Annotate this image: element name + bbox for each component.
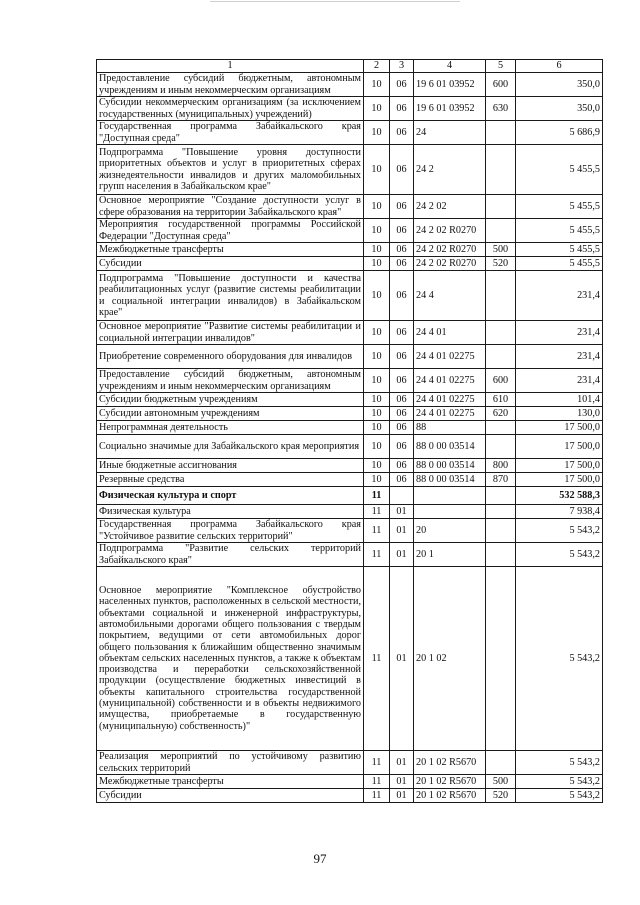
row-col-6-cell: 231,4 (516, 321, 603, 345)
row-name-cell: Реализация мероприятий по устойчивому развитию сельских территорий (97, 751, 364, 775)
row-col-6-cell: 231,4 (516, 271, 603, 321)
row-col-6-cell: 5 686,9 (516, 121, 603, 145)
row-name-cell: Государственная программа Забайкальского края "Доступная среда" (97, 121, 364, 145)
row-col-4-cell: 88 (414, 421, 486, 435)
row-col-3-cell: 01 (390, 505, 414, 519)
row-col-4-cell: 24 4 01 02275 (414, 393, 486, 407)
row-name-cell: Непрограммная деятельность (97, 421, 364, 435)
row-name-cell: Мероприятия государственной программы Российской Федерации "Доступная среда" (97, 219, 364, 243)
row-name-cell: Резервные средства (97, 473, 364, 487)
row-col-3-cell: 06 (390, 121, 414, 145)
row-col-6-cell: 17 500,0 (516, 459, 603, 473)
row-name-cell: Приобретение современного оборудования для инвалидов (97, 345, 364, 369)
row-col-6-cell: 17 500,0 (516, 421, 603, 435)
row-col-2-cell: 11 (364, 487, 390, 505)
page-number: 97 (313, 851, 327, 866)
row-col-4-cell: 24 2 02 R0270 (414, 219, 486, 243)
row-col-5-cell (486, 421, 516, 435)
row-col-2-cell: 10 (364, 321, 390, 345)
row-col-3-cell: 06 (390, 97, 414, 121)
scan-edge-line (210, 1, 460, 2)
row-col-3-cell: 06 (390, 243, 414, 257)
row-col-6-cell: 231,4 (516, 369, 603, 393)
row-col-2-cell: 10 (364, 369, 390, 393)
table-row (97, 435, 603, 459)
row-col-4-cell: 20 1 (414, 543, 486, 567)
row-col-6-cell: 5 455,5 (516, 145, 603, 195)
header-col-3: 3 (390, 60, 414, 73)
table-row (97, 459, 603, 473)
row-col-3-cell: 01 (390, 567, 414, 751)
row-col-2-cell: 11 (364, 505, 390, 519)
row-col-5-cell (486, 543, 516, 567)
row-col-3-cell: 06 (390, 459, 414, 473)
row-col-5-cell: 870 (486, 473, 516, 487)
row-name-cell: Предоставление субсидий бюджетным, автономным учреждениям и иным некоммерческим организациям (97, 369, 364, 393)
row-col-2-cell: 10 (364, 271, 390, 321)
row-col-5-cell (486, 121, 516, 145)
table-row (97, 243, 603, 257)
row-col-6-cell: 101,4 (516, 393, 603, 407)
row-col-5-cell (486, 751, 516, 775)
row-col-4-cell: 20 1 02 (414, 567, 486, 751)
row-col-2-cell: 10 (364, 473, 390, 487)
row-col-6-cell: 231,4 (516, 345, 603, 369)
row-col-2-cell: 11 (364, 519, 390, 543)
table-row (97, 73, 603, 97)
row-col-3-cell: 06 (390, 369, 414, 393)
table-row (97, 321, 603, 345)
row-col-3-cell: 06 (390, 257, 414, 271)
row-col-2-cell: 10 (364, 73, 390, 97)
row-col-6-cell: 7 938,4 (516, 505, 603, 519)
row-col-4-cell: 24 2 (414, 145, 486, 195)
row-name-cell: Предоставление субсидий бюджетным, автономным учреждениям и иным некоммерческим организациям (97, 73, 364, 97)
row-col-5-cell: 500 (486, 243, 516, 257)
row-col-2-cell: 10 (364, 435, 390, 459)
row-col-4-cell: 24 4 01 02275 (414, 407, 486, 421)
row-col-3-cell: 01 (390, 543, 414, 567)
row-col-5-cell (486, 345, 516, 369)
row-col-6-cell: 17 500,0 (516, 473, 603, 487)
row-col-4-cell: 24 2 02 R0270 (414, 257, 486, 271)
row-col-4-cell: 24 4 01 02275 (414, 345, 486, 369)
row-col-4-cell: 24 4 (414, 271, 486, 321)
header-col-6: 6 (516, 60, 603, 73)
row-col-2-cell: 10 (364, 421, 390, 435)
row-col-5-cell (486, 195, 516, 219)
row-name-cell: Подпрограмма "Развитие сельских территорий Забайкальского края" (97, 543, 364, 567)
header-col-4: 4 (414, 60, 486, 73)
row-col-3-cell: 06 (390, 345, 414, 369)
row-col-5-cell (486, 271, 516, 321)
row-col-2-cell: 10 (364, 121, 390, 145)
table-row (97, 393, 603, 407)
row-col-3-cell: 06 (390, 73, 414, 97)
row-col-3-cell: 06 (390, 195, 414, 219)
table-row (97, 789, 603, 803)
table-row (97, 775, 603, 789)
row-col-5-cell: 620 (486, 407, 516, 421)
row-col-4-cell: 88 0 00 03514 (414, 435, 486, 459)
table-row (97, 751, 603, 775)
row-col-5-cell: 800 (486, 459, 516, 473)
row-col-3-cell: 01 (390, 775, 414, 789)
table-row (97, 195, 603, 219)
row-col-4-cell: 24 4 01 (414, 321, 486, 345)
row-col-6-cell: 532 588,3 (516, 487, 603, 505)
row-col-4-cell: 88 0 00 03514 (414, 459, 486, 473)
row-col-3-cell: 06 (390, 271, 414, 321)
table-row (97, 121, 603, 145)
row-col-3-cell: 01 (390, 751, 414, 775)
row-col-5-cell: 600 (486, 73, 516, 97)
row-col-5-cell (486, 219, 516, 243)
row-col-5-cell (486, 519, 516, 543)
row-col-6-cell: 5 455,5 (516, 257, 603, 271)
row-col-3-cell: 06 (390, 321, 414, 345)
row-name-cell: Субсидии некоммерческим организациям (за исключением государственных (муниципальных) учреждений) (97, 97, 364, 121)
row-name-cell: Субсидии (97, 789, 364, 803)
row-col-6-cell: 350,0 (516, 97, 603, 121)
row-col-3-cell: 01 (390, 789, 414, 803)
row-col-4-cell: 20 1 02 R5670 (414, 789, 486, 803)
table-row (97, 369, 603, 393)
header-col-5: 5 (486, 60, 516, 73)
row-name-cell: Социально значимые для Забайкальского края мероприятия (97, 435, 364, 459)
table-header-row (97, 60, 603, 73)
row-col-3-cell: 06 (390, 145, 414, 195)
row-col-5-cell (486, 435, 516, 459)
row-name-cell: Основное мероприятие "Развитие системы реабилитации и социальной интеграции инвалидов" (97, 321, 364, 345)
row-name-cell: Субсидии бюджетным учреждениям (97, 393, 364, 407)
row-name-cell: Субсидии (97, 257, 364, 271)
row-col-2-cell: 10 (364, 243, 390, 257)
row-col-5-cell: 520 (486, 257, 516, 271)
row-col-2-cell: 10 (364, 407, 390, 421)
row-col-4-cell: 19 6 01 03952 (414, 97, 486, 121)
row-col-6-cell: 5 543,2 (516, 751, 603, 775)
row-col-6-cell: 5 543,2 (516, 789, 603, 803)
table-row (97, 271, 603, 321)
row-col-3-cell: 06 (390, 435, 414, 459)
row-col-4-cell (414, 505, 486, 519)
row-col-6-cell: 5 455,5 (516, 219, 603, 243)
table-body (97, 73, 603, 803)
row-col-4-cell: 24 4 01 02275 (414, 369, 486, 393)
row-col-3-cell: 06 (390, 407, 414, 421)
row-col-3-cell: 06 (390, 219, 414, 243)
row-col-2-cell: 10 (364, 219, 390, 243)
table-row (97, 421, 603, 435)
row-col-2-cell: 10 (364, 145, 390, 195)
row-col-6-cell: 5 543,2 (516, 567, 603, 751)
table-row (97, 97, 603, 121)
row-col-3-cell: 06 (390, 421, 414, 435)
table-row (97, 257, 603, 271)
row-col-4-cell: 20 (414, 519, 486, 543)
row-col-6-cell: 5 455,5 (516, 195, 603, 219)
row-col-2-cell: 11 (364, 543, 390, 567)
row-col-3-cell: 06 (390, 393, 414, 407)
row-col-6-cell: 130,0 (516, 407, 603, 421)
row-col-5-cell (486, 567, 516, 751)
row-name-cell: Основное мероприятие "Создание доступности услуг в сфере образования на территории Забайкальского края" (97, 195, 364, 219)
row-name-cell: Государственная программа Забайкальского края "Устойчивое развитие сельских территорий" (97, 519, 364, 543)
table-row (97, 567, 603, 751)
table-row (97, 487, 603, 505)
row-col-3-cell: 01 (390, 519, 414, 543)
row-col-5-cell (486, 505, 516, 519)
table-row (97, 219, 603, 243)
row-col-6-cell: 17 500,0 (516, 435, 603, 459)
header-col-2: 2 (364, 60, 390, 73)
row-name-cell: Субсидии автономным учреждениям (97, 407, 364, 421)
row-col-5-cell (486, 321, 516, 345)
row-col-5-cell: 610 (486, 393, 516, 407)
row-col-2-cell: 10 (364, 345, 390, 369)
table-row (97, 519, 603, 543)
row-col-4-cell: 20 1 02 R5670 (414, 751, 486, 775)
row-col-6-cell: 5 543,2 (516, 775, 603, 789)
row-col-6-cell: 350,0 (516, 73, 603, 97)
row-name-cell: Иные бюджетные ассигнования (97, 459, 364, 473)
row-col-2-cell: 10 (364, 195, 390, 219)
row-col-2-cell: 10 (364, 459, 390, 473)
row-col-2-cell: 10 (364, 393, 390, 407)
row-col-5-cell: 500 (486, 775, 516, 789)
row-col-2-cell: 10 (364, 257, 390, 271)
table-row (97, 145, 603, 195)
row-col-2-cell: 11 (364, 751, 390, 775)
row-name-cell: Основное мероприятие "Комплексное обустройство населенных пунктов, расположенных в сельской местности, объектами социальной и инженерной инфраструктуры, автомобильными дорогами общего пользования с твердым покрытием, ведущими от сети автомобильных дорог общего пользования к ближайшим общественно значимым объектам сельских населенных пунктов, а также к объектам производства и переработки сельскохозяйственной продукции (осуществление бюджетных инвестиций в объекты капитального строительства государственной (муниципальной) собственности и в объекты недвижимого имущества, приобретаемые в государственную (муниципальную) собственность)" (97, 567, 364, 751)
row-col-4-cell: 24 2 02 R0270 (414, 243, 486, 257)
row-col-2-cell: 11 (364, 789, 390, 803)
budget-table (96, 59, 603, 803)
row-col-4-cell: 88 0 00 03514 (414, 473, 486, 487)
row-name-cell: Физическая культура и спорт (97, 487, 364, 505)
row-col-5-cell: 630 (486, 97, 516, 121)
row-name-cell: Подпрограмма "Повышение уровня доступности приоритетных объектов и услуг в приоритетных сферах жизнедеятельности инвалидов и других маломобильных групп населения в Забайкальском крае" (97, 145, 364, 195)
row-col-6-cell: 5 543,2 (516, 543, 603, 567)
row-col-2-cell: 11 (364, 567, 390, 751)
row-col-4-cell: 24 (414, 121, 486, 145)
row-col-6-cell: 5 455,5 (516, 243, 603, 257)
row-col-5-cell: 600 (486, 369, 516, 393)
row-col-5-cell: 520 (486, 789, 516, 803)
table-row (97, 407, 603, 421)
row-name-cell: Межбюджетные трансферты (97, 243, 364, 257)
row-col-3-cell (390, 487, 414, 505)
row-name-cell: Межбюджетные трансферты (97, 775, 364, 789)
row-col-4-cell: 24 2 02 (414, 195, 486, 219)
row-col-6-cell: 5 543,2 (516, 519, 603, 543)
table-row (97, 473, 603, 487)
row-name-cell: Подпрограмма "Повышение доступности и качества реабилитационных услуг (развитие системы реабилитации и социальной интеграции инвалидов) в Забайкальском крае" (97, 271, 364, 321)
row-col-2-cell: 10 (364, 97, 390, 121)
table-row (97, 505, 603, 519)
row-col-4-cell: 19 6 01 03952 (414, 73, 486, 97)
row-col-5-cell (486, 145, 516, 195)
row-col-5-cell (486, 487, 516, 505)
row-col-4-cell: 20 1 02 R5670 (414, 775, 486, 789)
row-col-4-cell (414, 487, 486, 505)
row-col-3-cell: 06 (390, 473, 414, 487)
table-row (97, 345, 603, 369)
header-col-1: 1 (97, 60, 364, 73)
table-row (97, 543, 603, 567)
row-col-2-cell: 11 (364, 775, 390, 789)
row-name-cell: Физическая культура (97, 505, 364, 519)
